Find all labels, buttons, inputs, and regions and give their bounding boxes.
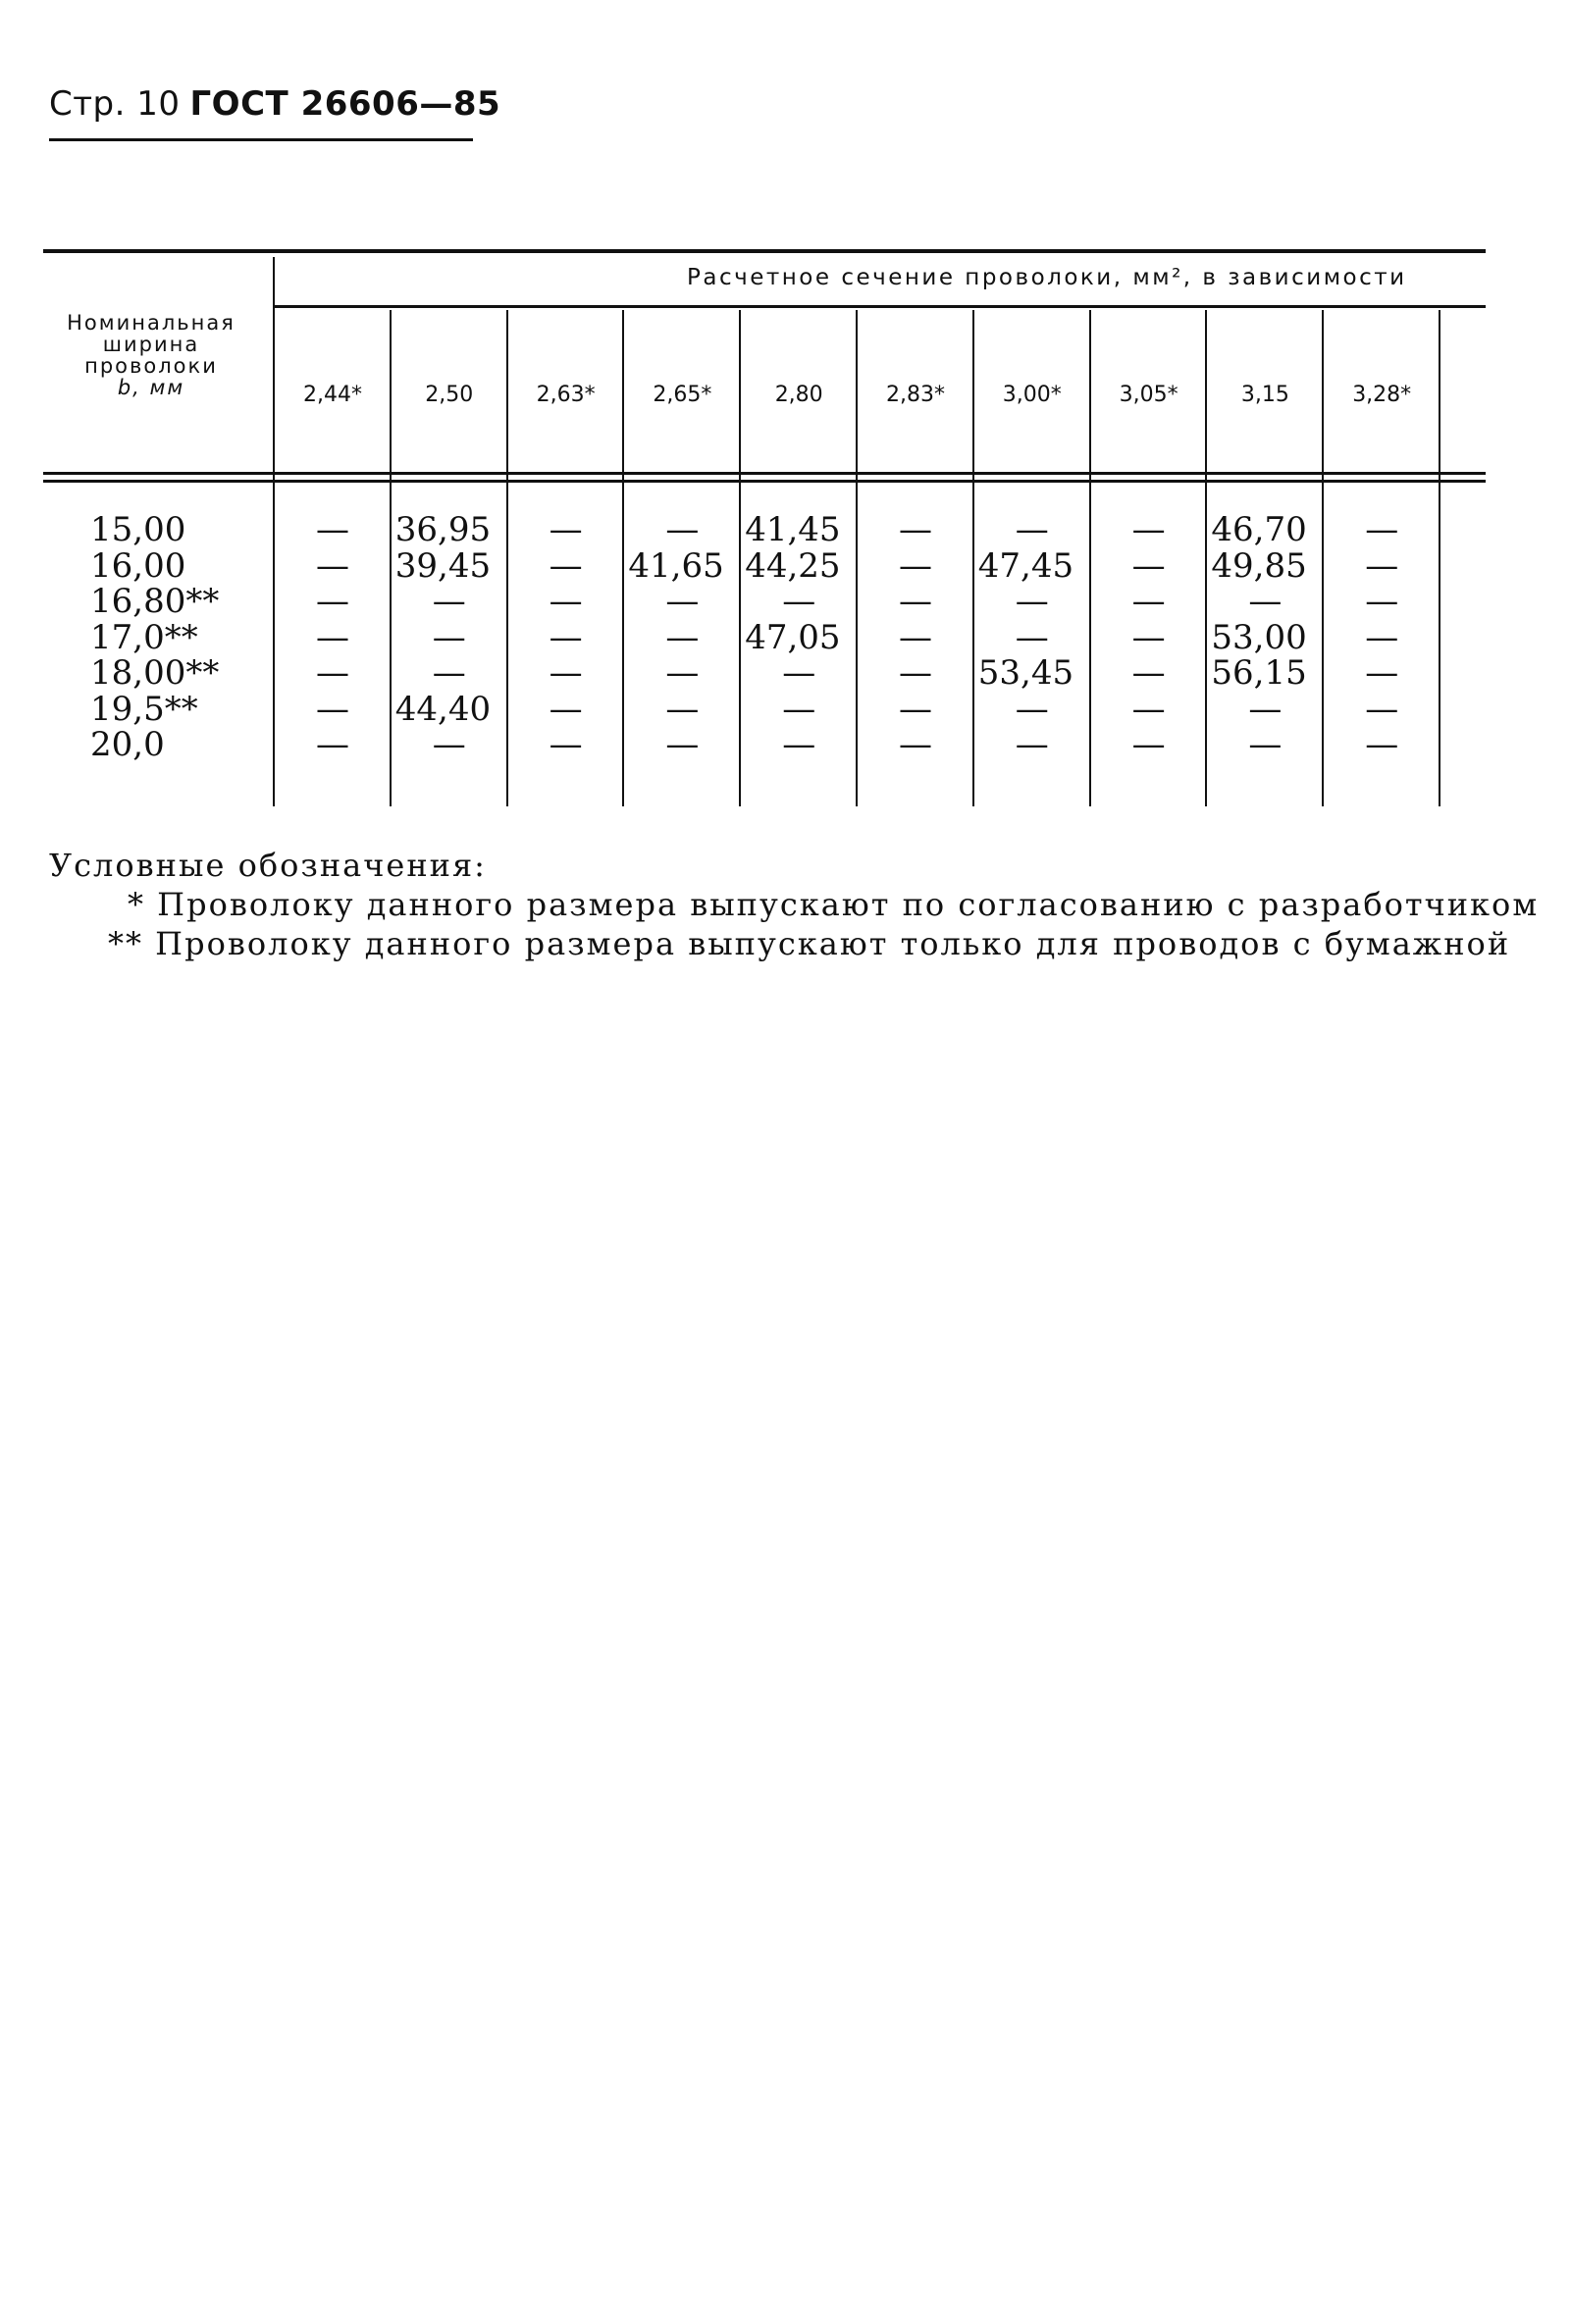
column-header: 3,28* — [1352, 383, 1412, 407]
column-header: 3,00* — [1002, 383, 1062, 407]
table-cell: — — [1365, 689, 1399, 729]
table-cell: — — [549, 582, 583, 621]
table-cell: — — [1015, 689, 1049, 729]
table-cell: 47,05 — [745, 617, 841, 657]
table-cell: — — [1365, 545, 1399, 586]
table-cell: — — [1365, 510, 1399, 549]
group-header: Расчетное сечение проволоки, мм², в зависимости — [687, 265, 1407, 290]
table-cell: — — [1131, 582, 1166, 621]
row-label: 20,0 — [90, 725, 165, 764]
table-cell: — — [1365, 725, 1399, 764]
table-cell: — — [316, 510, 349, 549]
table-cell: 46,70 — [1211, 510, 1307, 549]
stub-header-line3: проволоки — [84, 354, 218, 378]
column-header: 2,80 — [774, 383, 823, 407]
column-header: 2,44* — [303, 383, 362, 407]
column-header: 2,50 — [425, 383, 474, 407]
table-cell: 41,65 — [628, 545, 724, 586]
table-cell: — — [549, 653, 583, 693]
table-cell: — — [1248, 582, 1283, 621]
table-cell: — — [1015, 582, 1049, 621]
column-header: 2,63* — [536, 383, 596, 407]
standard-number: ГОСТ 26606—85 — [189, 84, 501, 124]
note-single-star: * Проволоку данного размера выпускают по согласованию с разработчиком — [128, 886, 1540, 923]
header-bottom-rule-1 — [43, 472, 1486, 475]
column-header: 3,05* — [1119, 383, 1178, 407]
column-header: 2,83* — [886, 383, 945, 407]
row-label: 16,00 — [90, 545, 186, 586]
table-cell: — — [1248, 689, 1283, 729]
page-header — [49, 84, 500, 124]
table-cell: 53,00 — [1211, 617, 1307, 657]
table-cell: — — [899, 545, 932, 586]
table-cell: — — [1131, 545, 1166, 586]
row-label: 15,00 — [90, 510, 186, 549]
stub-header-line2: ширина — [102, 333, 200, 356]
table-cell: — — [1131, 725, 1166, 764]
column-header: 2,65* — [653, 383, 712, 407]
table-cell: — — [316, 545, 349, 586]
table-cell: — — [432, 653, 466, 693]
table-cell: — — [316, 725, 349, 764]
table-cell: — — [899, 617, 932, 657]
table-cell: — — [1131, 510, 1166, 549]
table-cell: — — [549, 545, 583, 586]
table-cell: — — [782, 582, 816, 621]
table-cell: — — [1015, 725, 1049, 764]
table-cell: — — [1131, 689, 1166, 729]
table-cell: — — [782, 653, 816, 693]
table-cell: — — [665, 725, 700, 764]
table-cell: — — [432, 582, 466, 621]
stub-header-line1: Номинальная — [67, 311, 236, 335]
group-header-rule — [275, 305, 1486, 308]
table-cell: 41,45 — [745, 510, 841, 549]
row-label: 16,80** — [90, 582, 220, 621]
table-cell: 56,15 — [1211, 653, 1307, 693]
table-cell: — — [899, 582, 932, 621]
stub-header-line4: b, мм — [117, 376, 185, 399]
table-cell: 44,25 — [745, 545, 841, 586]
table-cell: — — [316, 582, 349, 621]
table-cell: 44,40 — [394, 689, 492, 729]
table-cell: — — [1248, 725, 1283, 764]
table-cell: — — [1365, 617, 1399, 657]
stub-header — [43, 312, 259, 398]
table-cell: — — [1015, 510, 1049, 549]
header-rule — [49, 138, 473, 141]
table-cell: — — [1131, 617, 1166, 657]
table-cell: 39,45 — [394, 545, 492, 586]
table-cell: — — [782, 689, 816, 729]
row-label: 18,00** — [90, 653, 220, 693]
table-cell: — — [432, 725, 466, 764]
table-cell: — — [1015, 617, 1049, 657]
row-label: 17,0** — [90, 617, 198, 657]
table-cell: — — [316, 689, 349, 729]
table-cell: — — [782, 725, 816, 764]
table-cell: — — [665, 510, 700, 549]
column-header: 3,15 — [1240, 383, 1289, 407]
table-cell: — — [549, 725, 583, 764]
row-label: 19,5** — [90, 689, 198, 729]
table-cell: — — [1365, 582, 1399, 621]
table-cell: — — [316, 617, 349, 657]
table-cell: 49,85 — [1211, 545, 1307, 586]
header-bottom-rule-2 — [43, 480, 1486, 483]
table-cell: 47,45 — [977, 545, 1074, 586]
table-cell: — — [316, 653, 349, 693]
notes-title: Условные обозначения: — [49, 847, 487, 884]
table-top-rule — [43, 249, 1486, 253]
table-cell: — — [665, 653, 700, 693]
table-cell: — — [432, 617, 466, 657]
notes — [49, 846, 1539, 963]
table-cell: — — [899, 725, 932, 764]
table-cell: — — [665, 689, 700, 729]
page-number: Стр. 10 — [49, 84, 181, 124]
table-cell: — — [1365, 653, 1399, 693]
table-cell: — — [665, 617, 700, 657]
table-cell: — — [549, 689, 583, 729]
table-cell: — — [665, 582, 700, 621]
table-cell: — — [549, 617, 583, 657]
table-cell: — — [899, 653, 932, 693]
table-cell: — — [549, 510, 583, 549]
table-cell: — — [899, 510, 932, 549]
table-cell: 53,45 — [977, 653, 1074, 693]
table-cell: — — [1131, 653, 1166, 693]
note-double-star: ** Проволоку данного размера выпускают только для проводов с бумажной — [108, 925, 1511, 962]
table-cell: — — [899, 689, 932, 729]
table-cell: 36,95 — [394, 510, 492, 549]
